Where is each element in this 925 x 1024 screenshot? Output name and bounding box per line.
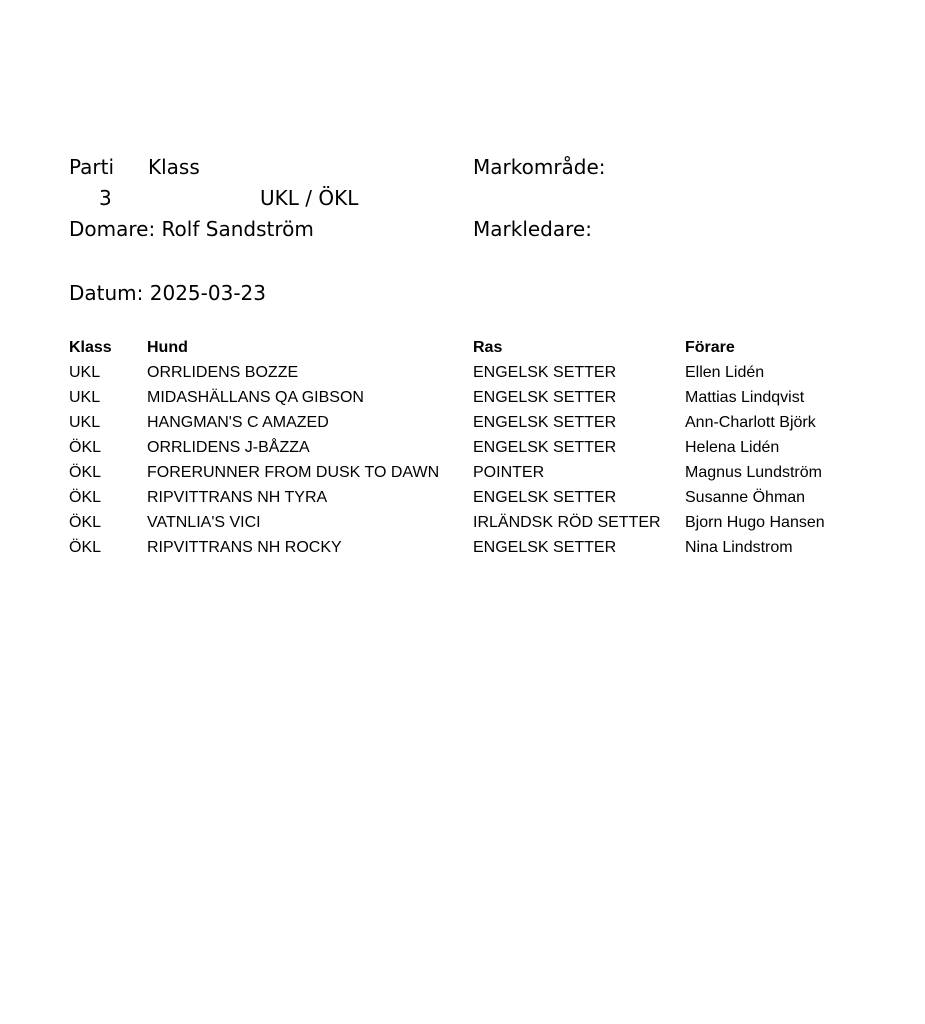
cell-ras: IRLÄNDSK RÖD SETTER bbox=[473, 514, 661, 531]
cell-hund: ORRLIDENS BOZZE bbox=[147, 364, 299, 381]
cell-klass: ÖKL bbox=[69, 489, 102, 506]
cell-ras: POINTER bbox=[473, 464, 545, 481]
cell-klass: UKL bbox=[69, 364, 101, 381]
column-header-hund: Hund bbox=[147, 339, 188, 356]
cell-klass: UKL bbox=[69, 389, 101, 406]
table-row bbox=[0, 365, 925, 390]
cell-ras: ENGELSK SETTER bbox=[473, 389, 617, 406]
cell-klass: ÖKL bbox=[69, 539, 102, 556]
cell-klass: ÖKL bbox=[69, 464, 102, 481]
cell-hund: VATNLIA'S VICI bbox=[147, 514, 261, 531]
column-header-ras: Ras bbox=[473, 339, 503, 356]
cell-forare: Ellen Lidén bbox=[685, 364, 765, 381]
table-row bbox=[0, 415, 925, 440]
cell-klass: ÖKL bbox=[69, 514, 102, 531]
cell-forare: Susanne Öhman bbox=[685, 489, 806, 506]
parti-label: Parti bbox=[69, 155, 115, 179]
table-header-row bbox=[0, 340, 925, 365]
markomrade-label: Markområde: bbox=[473, 155, 606, 179]
table-row bbox=[0, 390, 925, 415]
cell-klass: ÖKL bbox=[69, 439, 102, 456]
cell-forare: Mattias Lindqvist bbox=[685, 389, 805, 406]
cell-forare: Magnus Lundström bbox=[685, 464, 822, 481]
cell-hund: ORRLIDENS J-BÅZZA bbox=[147, 439, 310, 456]
cell-hund: FORERUNNER FROM DUSK TO DAWN bbox=[147, 464, 440, 481]
table-row bbox=[0, 465, 925, 490]
parti-value: 3 bbox=[99, 186, 112, 210]
cell-hund: RIPVITTRANS NH ROCKY bbox=[147, 539, 342, 556]
domare-text: Domare: Rolf Sandström bbox=[69, 217, 314, 241]
klass-label: Klass bbox=[148, 155, 200, 179]
cell-forare: Ann-Charlott Björk bbox=[685, 414, 816, 431]
cell-ras: ENGELSK SETTER bbox=[473, 539, 617, 556]
cell-ras: ENGELSK SETTER bbox=[473, 364, 617, 381]
markledare-label: Markledare: bbox=[473, 217, 592, 241]
column-header-forare: Förare bbox=[685, 339, 735, 356]
cell-hund: MIDASHÄLLANS QA GIBSON bbox=[147, 389, 364, 406]
cell-forare: Bjorn Hugo Hansen bbox=[685, 514, 825, 531]
cell-klass: UKL bbox=[69, 414, 101, 431]
cell-hund: HANGMAN'S C AMAZED bbox=[147, 414, 329, 431]
klass-value: UKL / ÖKL bbox=[260, 186, 359, 210]
datum-text: Datum: 2025-03-23 bbox=[69, 281, 266, 305]
cell-ras: ENGELSK SETTER bbox=[473, 439, 617, 456]
table-row bbox=[0, 515, 925, 540]
cell-forare: Helena Lidén bbox=[685, 439, 780, 456]
column-header-klass: Klass bbox=[69, 339, 112, 356]
cell-hund: RIPVITTRANS NH TYRA bbox=[147, 489, 328, 506]
cell-ras: ENGELSK SETTER bbox=[473, 414, 617, 431]
cell-ras: ENGELSK SETTER bbox=[473, 489, 617, 506]
cell-forare: Nina Lindstrom bbox=[685, 539, 793, 556]
table-row bbox=[0, 540, 925, 565]
table-row bbox=[0, 490, 925, 515]
table-row bbox=[0, 440, 925, 465]
